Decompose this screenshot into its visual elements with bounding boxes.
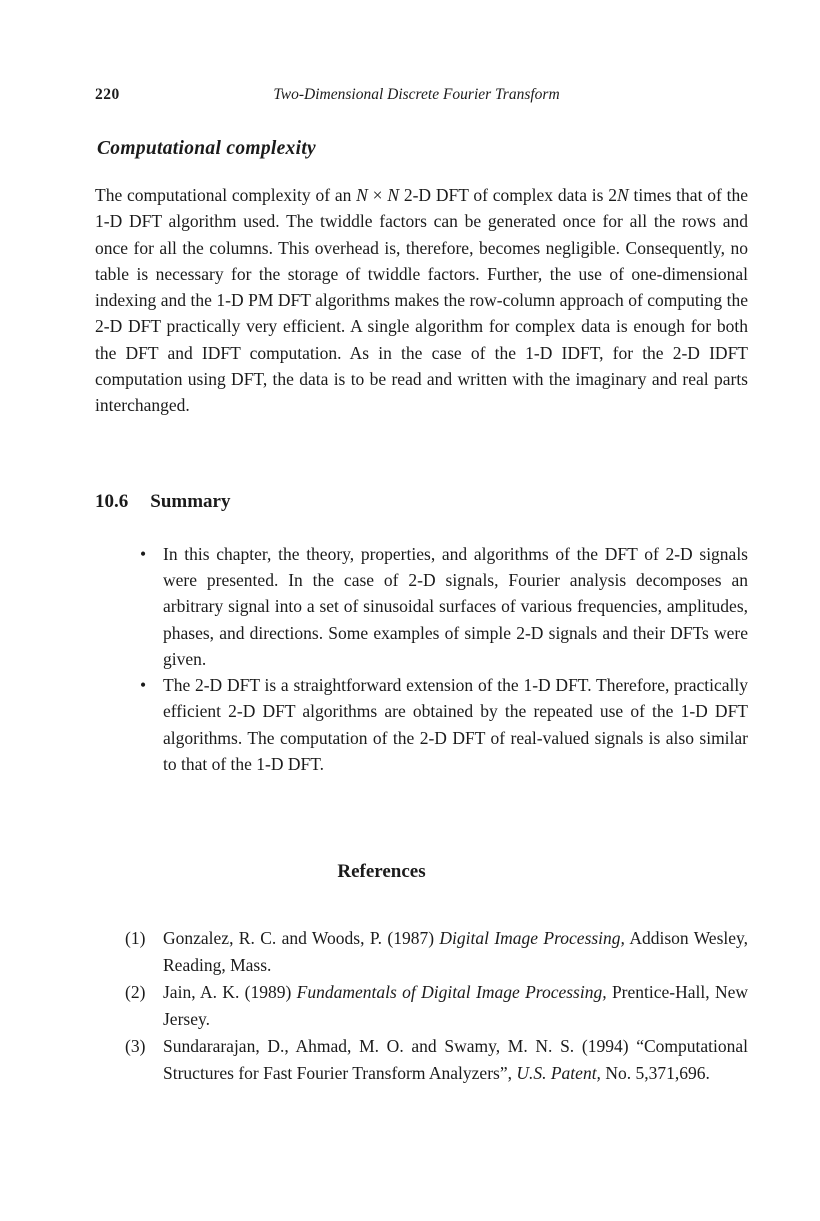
- complexity-paragraph: [95, 182, 748, 419]
- text-run: The computational complexity of an: [95, 185, 357, 205]
- summary-bullet-1: [140, 541, 748, 672]
- summary-bullet-text: In this chapter, the theory, properties, and algorithms of the DFT of 2-D signals were presented. In the case of 2-D signals, Fourier analysis decomposes an arbitrary signal into a set of sinusoidal surfaces of various frequencies, amplitudes, phases, and directions. Some examples of simple 2-D signals and their DFTs were given.: [163, 543, 748, 669]
- page-number: 220: [95, 86, 120, 103]
- reference-label: (3): [125, 1036, 146, 1057]
- reference-text: [163, 925, 748, 979]
- reference-text: [163, 979, 748, 1033]
- book-title: Fundamentals of Digital Image Processing,: [296, 982, 607, 1003]
- running-title: Two-Dimensional Discrete Fourier Transform: [273, 86, 560, 103]
- reference-text: [163, 1033, 748, 1087]
- text-run: 2-D DFT of complex data is 2: [399, 185, 617, 205]
- summary-heading: [95, 491, 748, 513]
- text-run: times that of the 1-D DFT algorithm used. The twiddle factors can be generated once for all the rows and once for all the columns. This overhead is, therefore, becomes negligible. Consequently, no table is necessary for the storage of twiddle factors. Further, the use of one-dimensional indexing and the 1-D PM DFT algorithms makes the row-column approach of computing the 2-D DFT practically very efficient. A single algorithm for complex data is enough for both the DFT and IDFT computation. As in the case of the 1-D IDFT, for the 2-D IDFT computation using DFT, the data is to be read and written with the imaginary and real parts interchanged.: [95, 185, 748, 416]
- text-run: No. 5,371,696.: [600, 1063, 710, 1084]
- summary-bullet-text: The 2-D DFT is a straightforward extension of the 1-D DFT. Therefore, practically efficient 2-D DFT algorithms are obtained by the repeated use of the 1-D DFT algorithms. The computation of the 2-D DFT of real-valued signals is also similar to that of the 1-D DFT.: [163, 675, 748, 775]
- text-run: Gonzalez, R. C. and Woods, P. (1987): [163, 928, 440, 949]
- text-run: Addison Wesley, Reading, Mass.: [163, 928, 748, 976]
- complexity-heading: Computational complexity: [97, 138, 316, 159]
- math-variable: N: [387, 185, 400, 205]
- text-run: Sundararajan, D., Ahmad, M. O. and Swamy, M. N. S. (1994) “Computational Structures for Fast Fourier Transform Analyzers”,: [163, 1036, 748, 1084]
- summary-list: [95, 541, 748, 778]
- text-run: Prentice-Hall, New Jersey.: [163, 982, 748, 1030]
- references-heading: References: [337, 861, 426, 883]
- text-run: ×: [367, 185, 388, 205]
- text-run: Jain, A. K. (1989): [163, 982, 297, 1003]
- page-header: [95, 86, 748, 104]
- math-variable: N: [356, 185, 368, 205]
- math-variable: N: [616, 185, 629, 205]
- section-number: 10.6: [95, 490, 129, 512]
- bullet-icon: •: [140, 675, 147, 696]
- summary-bullet-2: [140, 672, 748, 777]
- reference-label: (1): [125, 928, 146, 949]
- section-title: Summary: [150, 490, 231, 512]
- patent-title: U.S. Patent,: [516, 1063, 601, 1084]
- reference-item: [125, 979, 748, 1033]
- reference-item: [125, 1033, 748, 1087]
- reference-list: [125, 925, 748, 1087]
- reference-item: [125, 925, 748, 979]
- book-title: Digital Image Processing,: [439, 928, 625, 949]
- reference-label: (2): [125, 982, 146, 1003]
- bullet-icon: •: [140, 543, 147, 564]
